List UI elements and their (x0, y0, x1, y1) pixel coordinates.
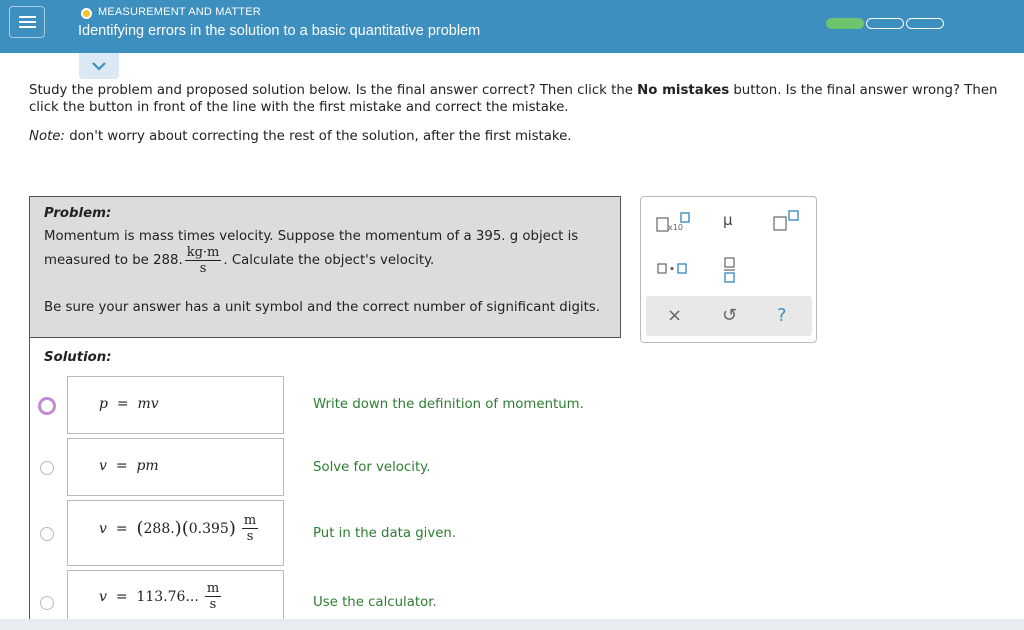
progress-segment (826, 18, 864, 29)
step-3-box[interactable]: v = ( 288. ) ( 0.395 ) $\frac{m}{s}$ (67, 500, 284, 566)
step-4-eq: = (115, 588, 128, 605)
step-3-value-b: 0.395 (188, 520, 229, 537)
step-4-lhs: v (99, 588, 107, 605)
category-status-icon (81, 8, 92, 19)
bottom-scroll-strip (0, 619, 1024, 630)
superscript-icon (773, 209, 801, 233)
step-4-value: 113.76... (136, 588, 199, 605)
step-2-radio[interactable] (40, 461, 54, 475)
step-3-comment: Put in the data given. (313, 526, 457, 541)
problem-line-2-post: . Calculate the object's velocity. (223, 253, 435, 268)
problem-line-3: Be sure your answer has a unit symbol and the correct number of significant digits. (44, 300, 600, 315)
topic-title: Identifying errors in the solution to a basic quantitative problem (78, 23, 481, 39)
note-label: Note: (29, 129, 65, 144)
multiply-dot-icon (657, 261, 691, 275)
superscript-button[interactable] (773, 209, 801, 237)
step-1-comment: Write down the definition of momentum. (313, 397, 584, 412)
step-3-unit-num: m (243, 513, 257, 528)
step-4-radio[interactable] (40, 596, 54, 610)
multiply-button[interactable] (657, 261, 691, 279)
clear-button[interactable]: × (667, 305, 683, 326)
problem-line-1: Momentum is mass times velocity. Suppose the momentum of a 395. g object is (44, 229, 579, 244)
step-1-box[interactable] (67, 376, 284, 434)
problem-line-2 (44, 245, 434, 276)
step-4-unit-num: m (206, 581, 220, 596)
step-1-eq: = (116, 396, 129, 412)
solution-border (29, 338, 30, 630)
problem-box (29, 196, 621, 338)
sci-notation-label: x10 (668, 223, 683, 232)
instructions-part2: button. Is the final answer wrong? Then click the button in front of the line with the first mistake and correct the mistake. (29, 83, 998, 115)
solution-heading: Solution: (44, 350, 112, 365)
note-text (29, 129, 572, 144)
step-2-lhs: v (99, 458, 107, 474)
step-2-eq: = (115, 458, 128, 474)
step-4-unit-den: s (209, 597, 217, 612)
menu-icon[interactable] (9, 6, 45, 38)
instructions-text (29, 82, 1024, 116)
step-2-box[interactable] (67, 438, 284, 496)
step-2-rhs: pm (136, 458, 159, 474)
category-label: MEASUREMENT AND MATTER (98, 6, 261, 18)
palette-actions (646, 296, 812, 336)
step-1-rhs: mv (137, 396, 159, 412)
undo-button[interactable]: ↺ (722, 305, 738, 326)
step-3-value-a: 288. (143, 520, 175, 537)
problem-line-2-pre: measured to be 288. (44, 253, 183, 268)
chevron-down-icon (91, 60, 107, 72)
step-1-radio[interactable] (38, 397, 56, 415)
sci-notation-button[interactable] (656, 212, 690, 238)
fraction-icon (723, 257, 737, 283)
progress-segment (866, 18, 904, 29)
momentum-unit (185, 245, 222, 276)
progress-indicator (826, 18, 946, 30)
step-3-eq: = (115, 520, 128, 537)
step-3-unit-den: s (246, 529, 254, 544)
step-3-unit (242, 513, 258, 544)
top-bar (0, 0, 1024, 53)
step-4-comment: Use the calculator. (313, 595, 437, 610)
note-body: don't worry about correcting the rest of the solution, after the first mistake. (64, 129, 572, 144)
step-2-comment: Solve for velocity. (313, 460, 431, 475)
fraction-button[interactable] (723, 257, 737, 287)
unit-denominator: s (199, 261, 207, 276)
instructions-part1: Study the problem and proposed solution below. Is the final answer correct? Then click the (29, 83, 638, 98)
problem-heading: Problem: (44, 206, 112, 221)
collapse-header-button[interactable] (79, 53, 119, 79)
sci-notation-icon (656, 212, 690, 234)
step-4-unit (205, 581, 221, 612)
step-3-lhs: v (99, 520, 107, 537)
math-palette (640, 196, 817, 343)
progress-segment (906, 18, 944, 29)
step-3-radio[interactable] (40, 527, 54, 541)
unit-numerator: kg·m (186, 245, 220, 260)
mu-button[interactable]: μ (723, 211, 733, 229)
instructions-bold: No mistakes (637, 83, 730, 98)
help-button[interactable]: ? (777, 305, 787, 326)
step-1-lhs: p (99, 396, 108, 412)
